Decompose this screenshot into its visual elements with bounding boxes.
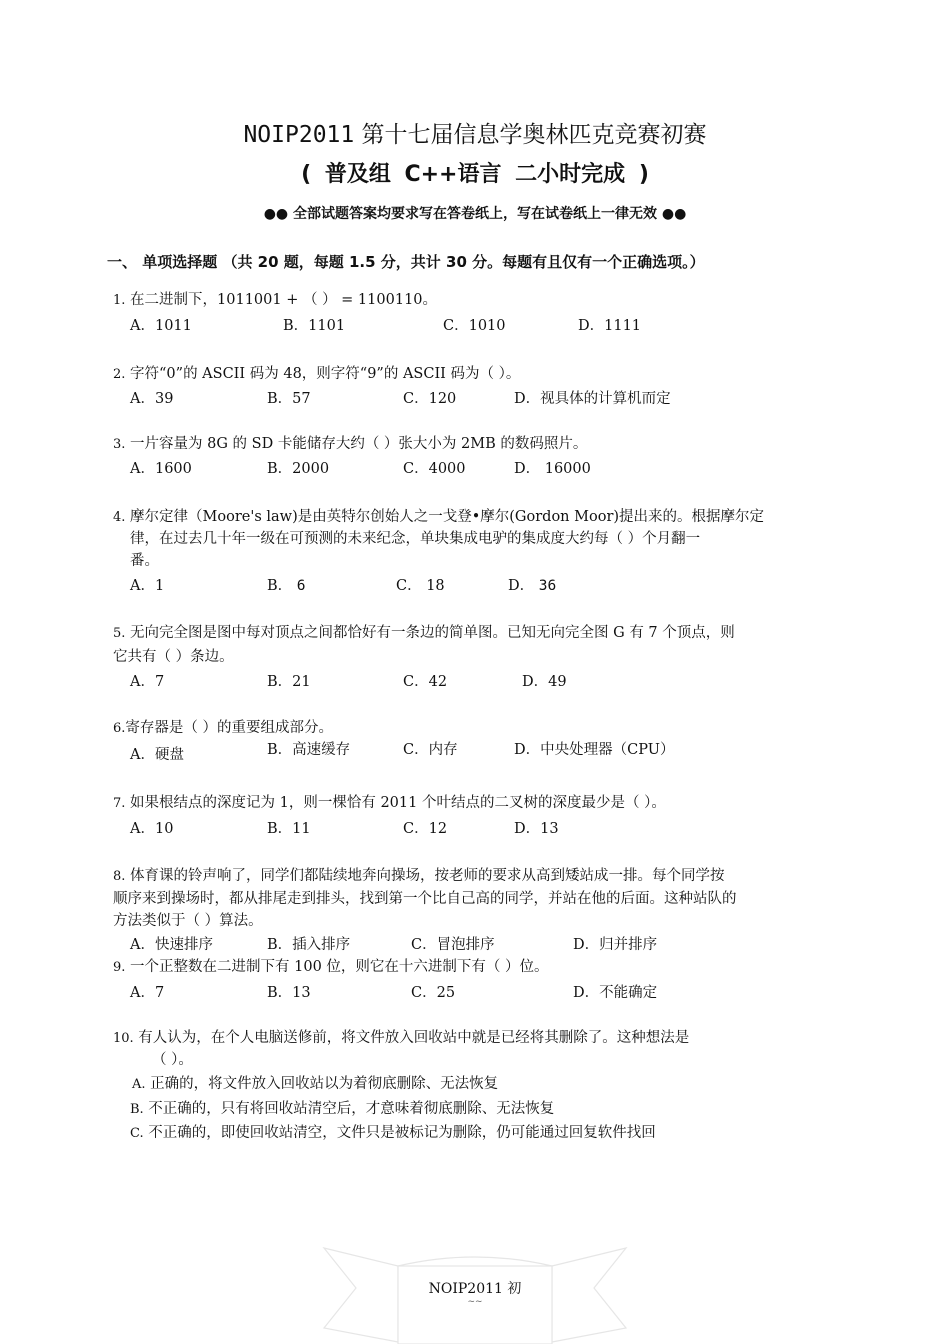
q2-option-a: A．39 [130, 391, 174, 407]
q3-option-c: C．4000 [403, 461, 466, 477]
q9-option-d: D．不能确定 [573, 985, 658, 1001]
title-cn: 第十七届信息学奥林匹克竞赛初赛 [354, 122, 707, 148]
question-8-line3: 方法类似于（ ）算法。 [113, 913, 263, 929]
question-8-line2: 顺序来到操场时，都从排尾走到排头，找到第一个比自己高的同学，并站在他的后面。这种站队的 [113, 891, 737, 907]
q10-option-b: B. 不正确的，只有将回收站清空后，才意味着彻底删除、无法恢复 [130, 1101, 555, 1117]
q10-option-c: C. 不正确的，即使回收站清空，文件只是被标记为删除，仍可能通过回复软件找回 [130, 1125, 656, 1141]
q8-option-d: D．归并排序 [573, 937, 658, 953]
q1-option-b: B．1101 [283, 318, 346, 334]
q9-option-b: B．13 [267, 985, 311, 1001]
q10-option-a: A. 正确的，将文件放入回收站以为着彻底删除、无法恢复 [132, 1076, 499, 1092]
question-5-line2: 它共有（ ）条边。 [113, 649, 234, 665]
q6-option-b: B．高速缓存 [267, 742, 351, 758]
question-5: 5. 无向完全图是图中每对顶点之间都恰好有一条边的简单图。已知无向完全图 G 有 7 个顶点，则 [113, 625, 735, 641]
question-3: 3. 一片容量为 8G 的 SD 卡能储存大约（ ）张大小为 2MB 的数码照片。 [113, 436, 588, 452]
q3-option-b: B．2000 [267, 461, 330, 477]
question-1: 1. 在二进制下，1011001 + （ ） = 1100110。 [113, 292, 438, 308]
q5-option-d: D．49 [522, 674, 567, 690]
notice: ●● 全部试题答案均要求写在答卷纸上，写在试卷纸上一律无效 ●● [263, 206, 687, 222]
q6-option-c: C．内存 [403, 742, 458, 758]
question-4-line2: 律，在过去几十年一级在可预测的未来纪念，单块集成电驴的集成度大约每（ ）个月翻一 [130, 531, 701, 547]
q7-option-b: B．11 [267, 821, 311, 837]
q4-option-d: D． 36 [508, 578, 557, 594]
q5-option-b: B．21 [267, 674, 311, 690]
question-4-line3: 番。 [130, 553, 159, 569]
q7-option-a: A．10 [130, 821, 174, 837]
q3-option-d: D． 16000 [514, 461, 591, 477]
footer-page-sub: ~~ [467, 1297, 483, 1307]
page-title [0, 116, 950, 149]
question-6: 6.寄存器是（ ）的重要组成部分。 [113, 720, 334, 736]
q4-option-a: A．1 [130, 578, 165, 594]
question-2: 2. 字符“0”的 ASCII 码为 48，则字符“9”的 ASCII 码为（ ）。 [113, 366, 521, 382]
question-10-line2: （ ）。 [152, 1052, 193, 1068]
q1-option-d: D．1111 [578, 318, 642, 334]
q2-option-b: B．57 [267, 391, 311, 407]
question-7: 7. 如果根结点的深度记为 1，则一棵恰有 2011 个叶结点的二叉树的深度最少是（ ）。 [113, 795, 666, 811]
q5-option-c: C．42 [403, 674, 448, 690]
q9-option-a: A．7 [130, 985, 165, 1001]
q8-option-c: C．冒泡排序 [411, 937, 495, 953]
section-title: 一、 单项选择题 （共 20 题，每题 1.5 分，共计 30 分。每题有且仅有一个正确选项。） [107, 253, 705, 271]
q4-option-b: B． 6 [267, 578, 306, 594]
q6-option-a: A．硬盘 [130, 747, 184, 763]
q1-option-a: A．1011 [130, 318, 192, 334]
q8-option-b: B．插入排序 [267, 937, 351, 953]
q9-option-c: C．25 [411, 985, 456, 1001]
question-8: 8. 体育课的铃声响了，同学们都陆续地奔向操场，按老师的要求从高到矮站成一排。每个同学按 [113, 868, 725, 884]
footer-page-label: NOIP2011 初 [428, 1281, 522, 1297]
q7-option-d: D．13 [514, 821, 559, 837]
q4-option-c: C． 18 [396, 578, 445, 594]
q6-option-d: D．中央处理器（CPU） [514, 742, 675, 758]
q5-option-a: A．7 [130, 674, 165, 690]
q2-option-d: D．视具体的计算机而定 [514, 391, 671, 407]
page-subtitle: ( 普及组 C++语言 二小时完成 ) [301, 162, 649, 187]
q1-option-c: C．1010 [443, 318, 506, 334]
title-latin: NOIP2011 [243, 122, 355, 148]
question-4: 4. 摩尔定律（Moore's law)是由英特尔创始人之一戈登•摩尔(Gordon Moor)提出来的。根据摩尔定 [113, 509, 765, 525]
question-9: 9. 一个正整数在二进制下有 100 位，则它在十六进制下有（ ）位。 [113, 959, 549, 975]
q8-option-a: A．快速排序 [130, 937, 213, 953]
q7-option-c: C．12 [403, 821, 448, 837]
q3-option-a: A．1600 [130, 461, 192, 477]
question-10: 10. 有人认为，在个人电脑送修前，将文件放入回收站中就是已经将其删除了。这种想法是 [113, 1030, 690, 1046]
q2-option-c: C．120 [403, 391, 457, 407]
